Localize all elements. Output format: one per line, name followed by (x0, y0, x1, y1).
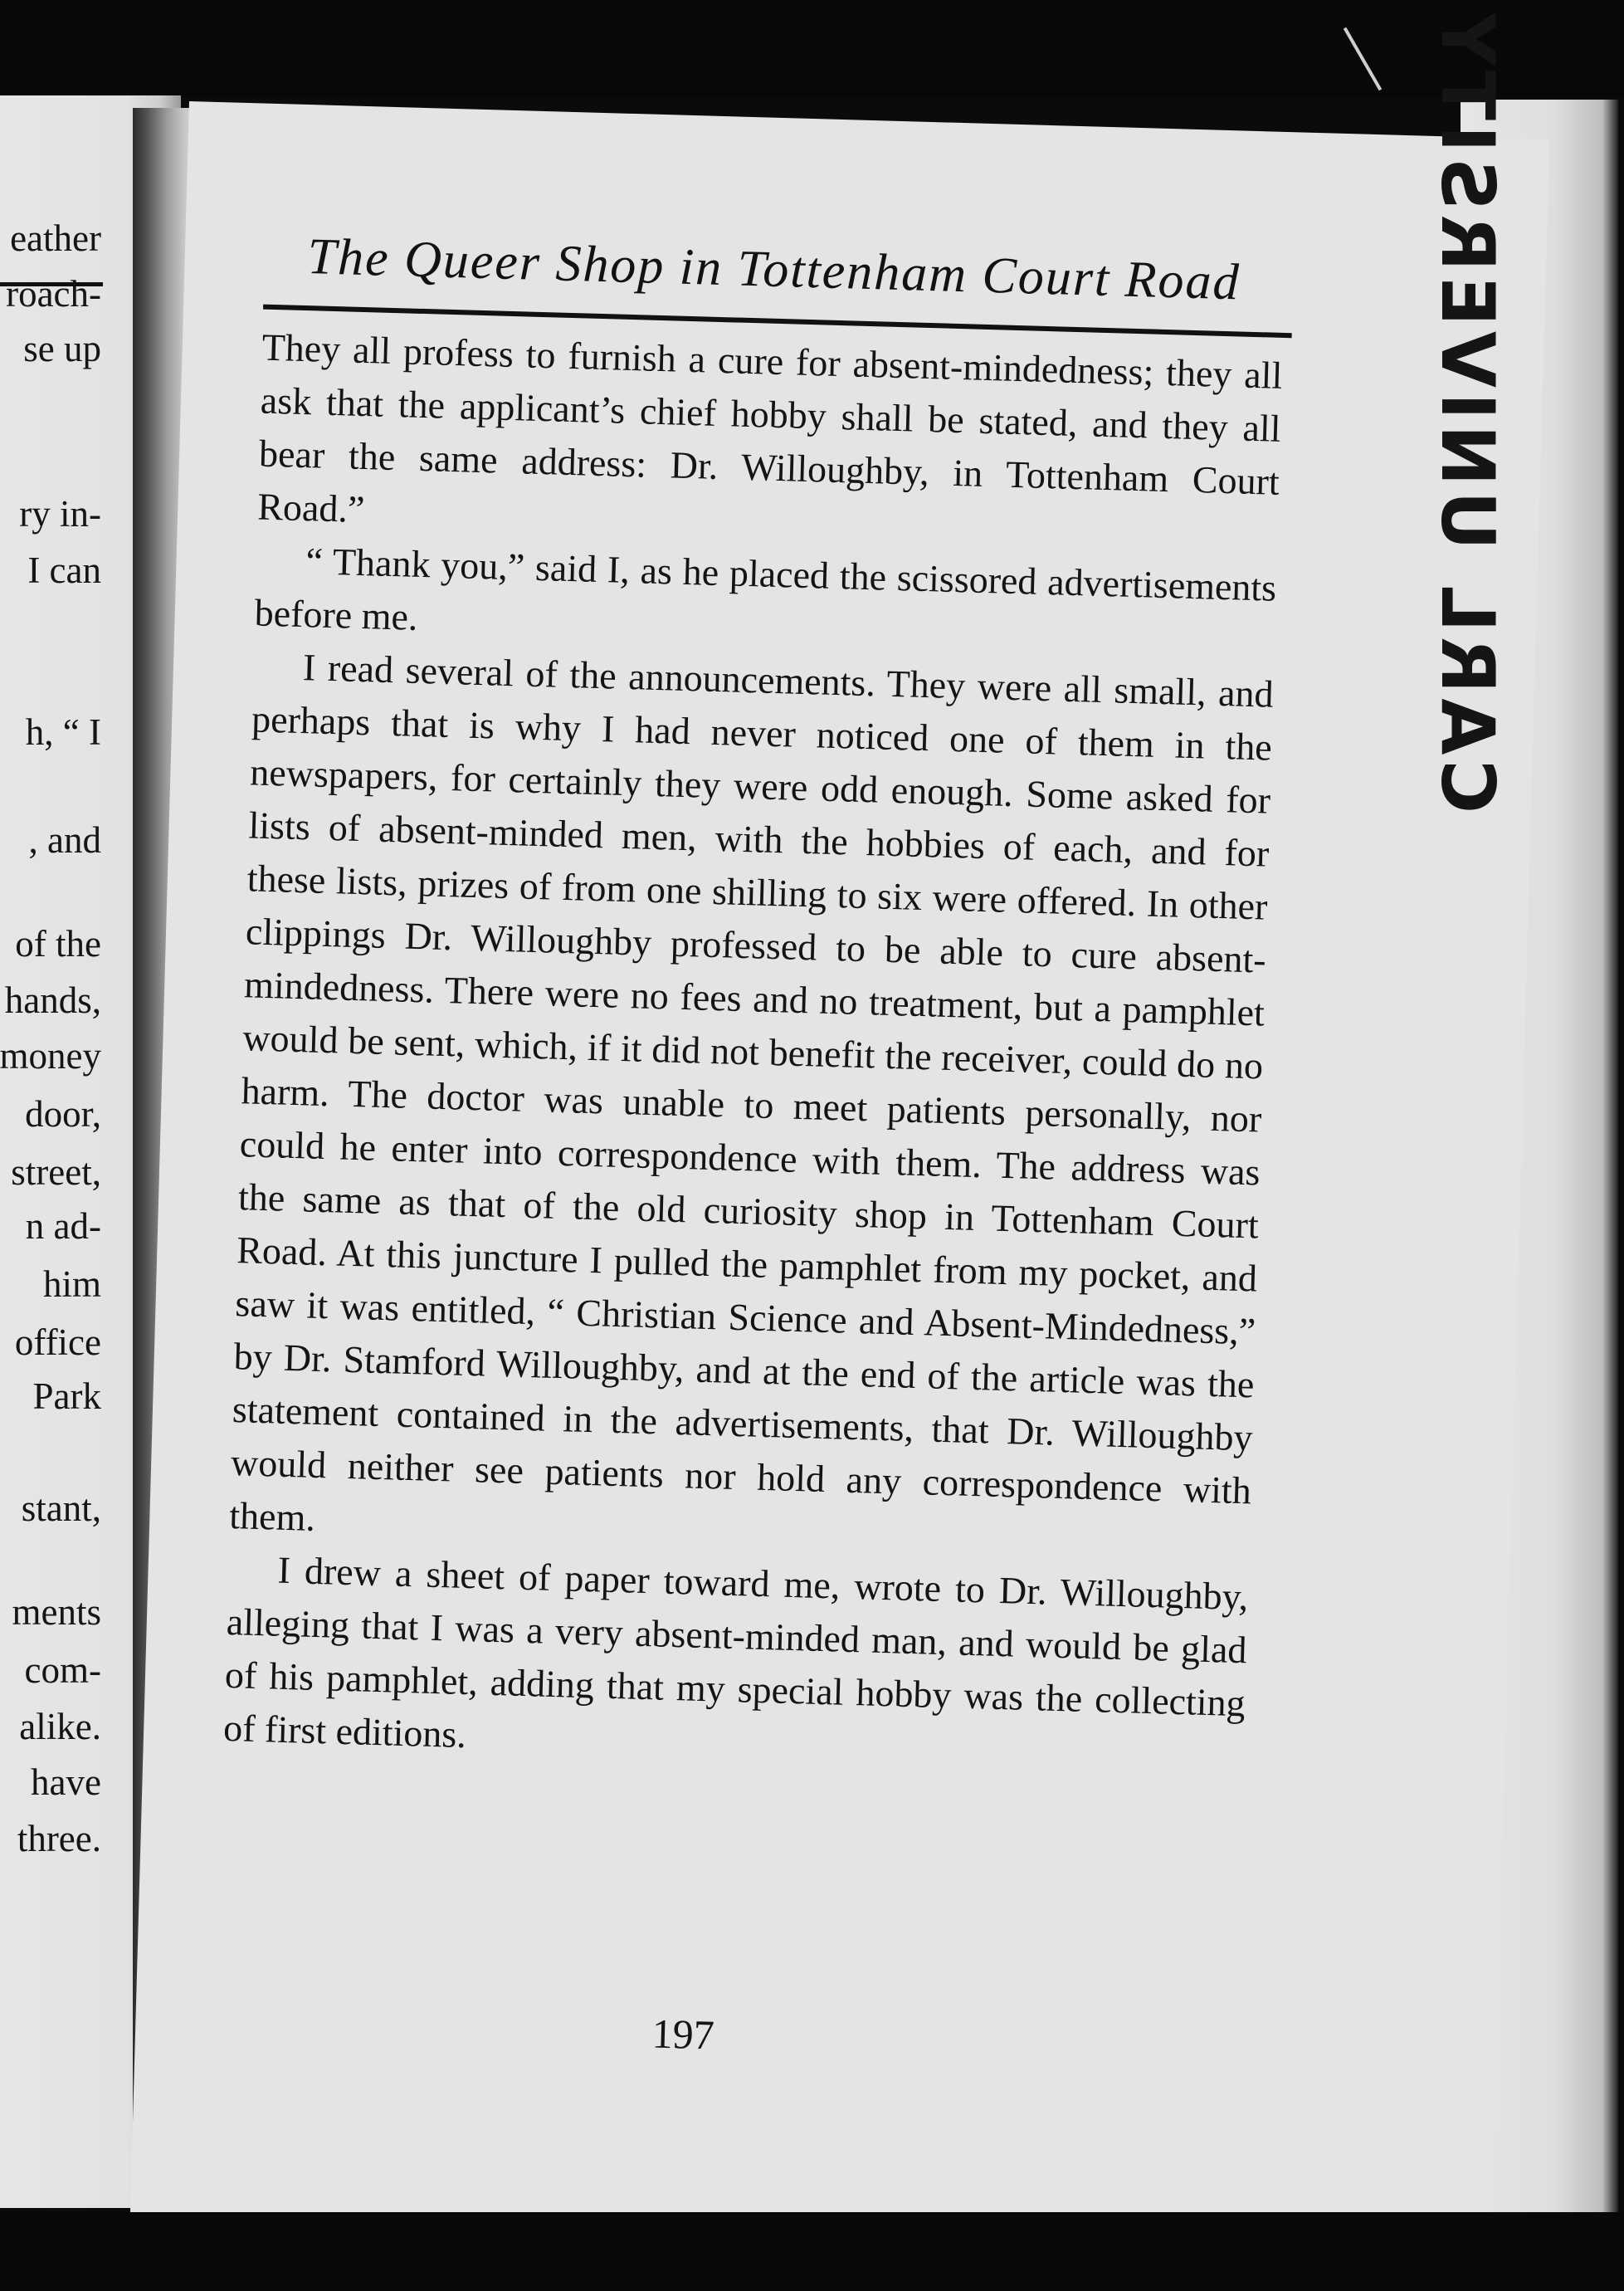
left-page-text-fragment: n ad- (25, 1205, 101, 1247)
left-page-text-fragment: hands, (4, 979, 101, 1021)
scan-background-bottom (0, 2212, 1624, 2291)
edge-stamp (1425, 7, 1527, 1743)
left-page-text-fragment: Park (32, 1375, 101, 1417)
right-page (129, 101, 1549, 2272)
left-page-text-fragment: ments (12, 1591, 101, 1633)
edge-stamp-text: CARL UNIVERSITY (1425, 7, 1510, 813)
paragraph: I drew a sheet of paper toward me, wrote to Dr. Willoughby, alleging that I was a very absent-minded man, and would be glad of his pamphlet, adding that my special hobby was the collecting of first editions. (222, 1548, 1249, 1756)
left-page-text-fragment: I can (27, 550, 101, 591)
left-page-text-fragment: eather (10, 217, 101, 259)
left-page-text-fragment: office (14, 1321, 101, 1363)
left-page-text-fragment: him (42, 1263, 101, 1305)
scan-background-top (0, 0, 1624, 98)
left-page-text-fragment: have (31, 1761, 101, 1803)
left-page-text-fragment: door, (25, 1093, 101, 1135)
left-page-text-fragment: roach- (6, 273, 101, 315)
body-text (222, 321, 1283, 1784)
paragraph: “ Thank you,” said I, as he placed the scissored advertisements before me. (254, 540, 1277, 638)
left-page-text-fragment: , and (28, 819, 101, 861)
paragraph: They all profess to furnish a cure for absent-mindedness; they all ask that the applicant’s chief hobby shall be stated, and they all bear the same address: Dr. Willoughby, in Tottenham Court Road.” (256, 325, 1284, 531)
left-page-text-fragment: se up (23, 328, 101, 369)
left-page-text-fragment: h, “ I (25, 711, 101, 753)
left-page-text-fragment: com- (24, 1649, 101, 1691)
left-page-text-fragment: street, (11, 1151, 101, 1193)
left-page-text-fragment: ry in- (19, 493, 101, 535)
left-page-text-fragment: three. (17, 1818, 101, 1859)
page-number: 197 (651, 2010, 715, 2059)
left-page-text-fragment: money (0, 1035, 101, 1077)
left-page-text-fragment: of the (15, 923, 101, 965)
left-page-text-fragment: stant, (21, 1487, 101, 1529)
left-page-text-fragment: alike. (19, 1706, 101, 1747)
running-head: The Queer Shop in Tottenham Court Road (306, 228, 1241, 311)
paragraph: I read several of the announcements. They were all small, and perhaps that is why I had never noticed one of them in the newspapers, for certainly they were odd enough. Some asked for lists of absent-minded men, with the hobbies of each, and for these lists, prizes of from one shilling to six were offered. In other clippings Dr. Willoughby professed to be able to cure absent-mindedness. There were no fees and no treatment, but a pamphlet would be sent, which, if it did not benefit the receiver, could do no harm. The doctor was unable to meet patients personally, nor could he enter into correspondence with them. The address was the same as that of the old curiosity shop in Tottenham Court Road. At this juncture I pulled the pamphlet from my pocket, and saw it was entitled, “ Christian Science and Absent-Mindedness,” by Dr. Stamford Willoughby, and at the end of the article was the statement contained in the advertisements, that Dr. Willoughby would neither see patients nor hold any correspondence with them. (228, 646, 1275, 1539)
